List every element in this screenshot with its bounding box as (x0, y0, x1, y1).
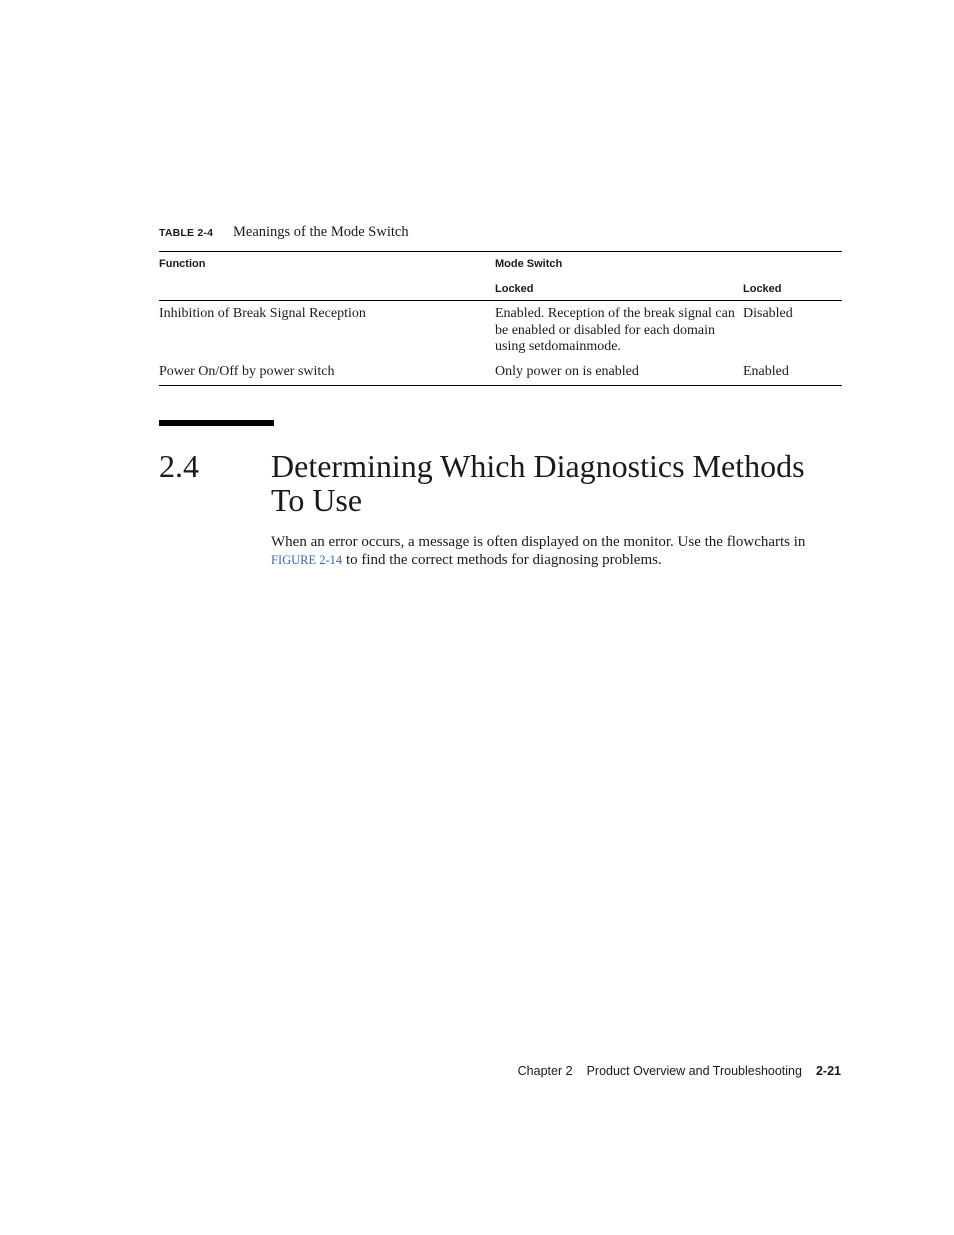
header-locked-2: Locked (743, 283, 782, 295)
table-title: Meanings of the Mode Switch (233, 224, 409, 240)
header-function: Function (159, 258, 206, 270)
section-number: 2.4 (159, 448, 199, 484)
body-text-after: to find the correct methods for diagnosing problems. (342, 552, 662, 568)
table-top-rule (159, 251, 842, 252)
section-body (271, 533, 841, 569)
header-locked-1: Locked (495, 283, 534, 295)
footer-page-number: 2-21 (815, 1064, 841, 1078)
body-text-before: When an error occurs, a message is often displayed on the monitor. Use the flowcharts in (271, 534, 806, 550)
cell-function: Inhibition of Break Signal Reception (159, 306, 366, 321)
table-caption (159, 223, 409, 241)
table-label: TABLE 2-4 (159, 227, 214, 239)
cell-function: Power On/Off by power switch (159, 364, 335, 379)
cell-col2: Disabled (743, 306, 793, 321)
table-bottom-rule (159, 385, 842, 386)
cell-col1: Enabled. Reception of the break signal can be enabled or disabled for each domain using setdomainmode. (495, 306, 735, 354)
section-title: Determining Which Diagnostics Methods To Use (271, 448, 805, 518)
footer-chapter: Chapter 2 (517, 1064, 573, 1078)
cell-col1: Only power on is enabled (495, 364, 639, 379)
table-header-rule (159, 300, 842, 301)
page-footer (518, 1064, 841, 1078)
footer-chapter-title: Product Overview and Troubleshooting (586, 1064, 802, 1078)
cell-col2: Enabled (743, 364, 789, 379)
figure-link[interactable]: FIGURE 2-14 (271, 553, 343, 567)
section-bar (159, 420, 274, 426)
header-mode-switch: Mode Switch (495, 258, 563, 270)
